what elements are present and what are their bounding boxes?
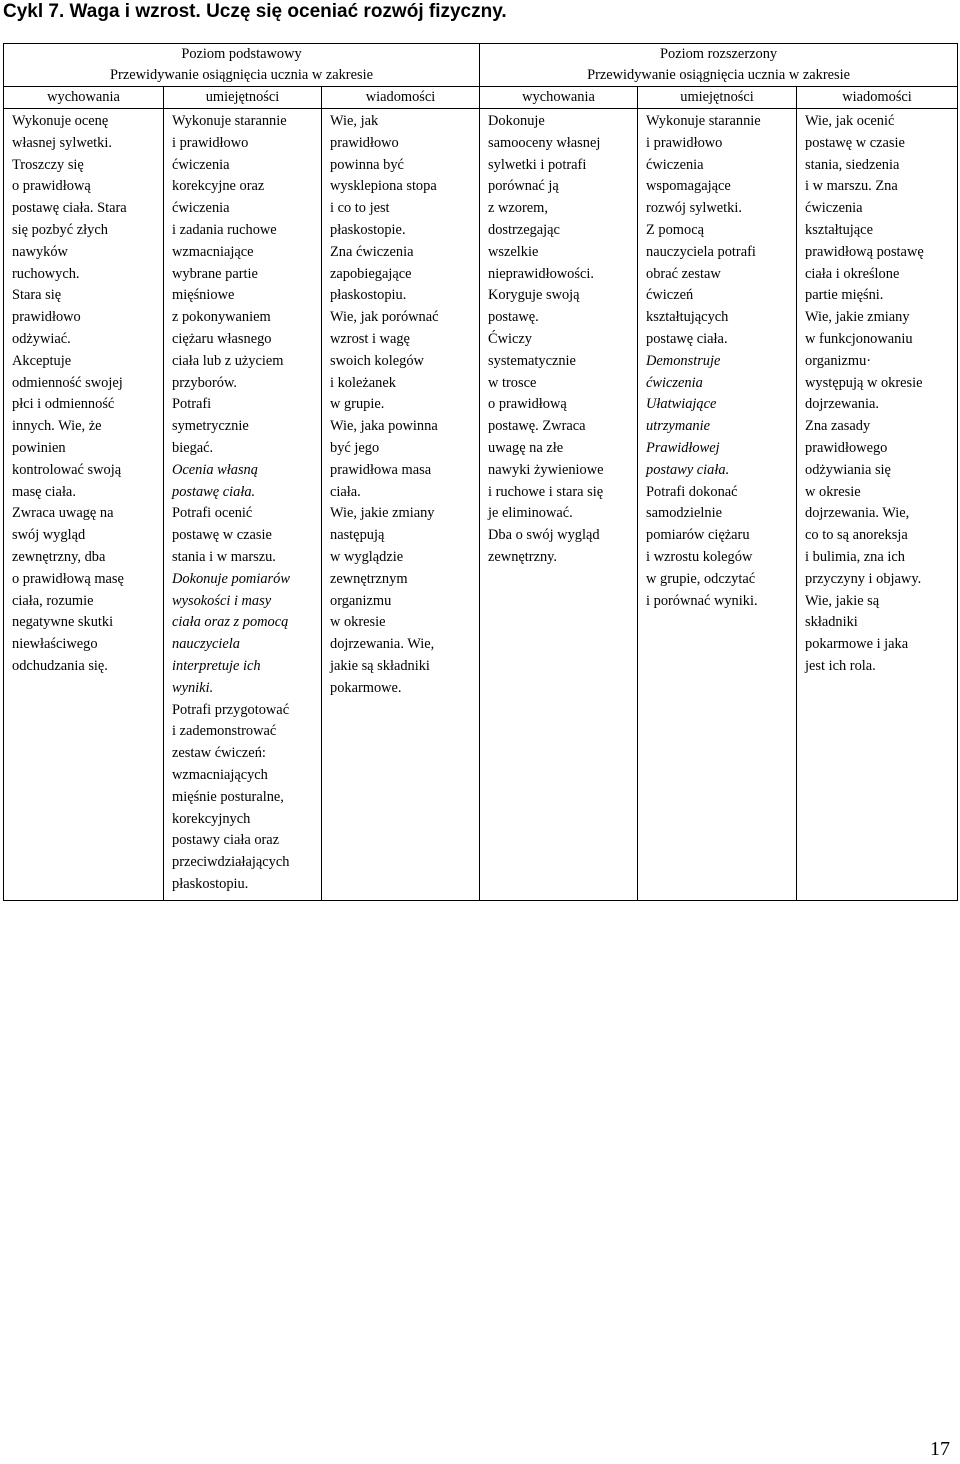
level-basic-subtitle: Przewidywanie osiągnięcia ucznia w zakresie <box>110 67 373 83</box>
column-header: wychowania <box>4 87 164 109</box>
level-basic-name: Poziom podstawowy <box>181 46 302 62</box>
column-header: wychowania <box>480 87 638 109</box>
cell-text: Wykonuje starannie i prawidłowo ćwiczenia wspomagające rozwój sylwetki. Z pomocą nauczyciela potrafi obrać zestaw ćwiczeń kształtujących postawę ciała. <box>646 113 761 347</box>
cell-text: Potrafi dokonać samodzielnie pomiarów ciężaru i wzrostu kolegów w grupie, odczytać i porównać wyniki. <box>646 483 758 609</box>
content-row <box>4 109 958 901</box>
cell-basic-wychowania: Wykonuje ocenę własnej sylwetki. Troszczy się o prawidłową postawę ciała. Stara się pozbyć złych nawyków ruchowych. Stara się prawidłowo odżywiać. Akceptuje odmienność swojej płci i odmienność innych. Wie, że powinien kontrolować swoją masę ciała. Zwraca uwagę na swój wygląd zewnętrzny, dba o prawidłową masę ciała, rozumie negatywne skutki niewłaściwego odchudzania się. <box>4 109 164 901</box>
column-header: wiadomości <box>797 87 958 109</box>
page-title: Cykl 7. Waga i wzrost. Uczę się oceniać rozwój fizyczny. <box>3 1 507 22</box>
cell-italic-text: Dokonuje pomiarów wysokości i masy ciała oraz z pomocą nauczyciela interpretuje ich wyniki. <box>172 570 290 696</box>
level-extended-header <box>480 44 958 87</box>
cell-italic-text: Demonstruje ćwiczenia Ułatwiające utrzymanie Prawidłowej postawy ciała. <box>646 352 730 478</box>
column-header: umiejętności <box>638 87 797 109</box>
cell-basic-umiejetnosci <box>164 109 322 901</box>
cell-extended-wiadomosci: Wie, jak ocenić postawę w czasie stania, siedzenia i w marszu. Zna ćwiczenia kształtujące prawidłową postawę ciała i określone partie mięśni. Wie, jakie zmiany w funkcjonowaniu organizmu· występują w okresie dojrzewania. Zna zasady prawidłowego odżywiania się w okresie dojrzewania. Wie, co to są anoreksja i bulimia, zna ich przyczyny i objawy. Wie, jakie są składniki pokarmowe i jaka jest ich rola. <box>797 109 958 901</box>
level-extended-subtitle: Przewidywanie osiągnięcia ucznia w zakresie <box>587 67 850 83</box>
cell-text: Potrafi przygotować i zademonstrować zestaw ćwiczeń: wzmacniających mięśnie posturalne, korekcyjnych postawy ciała oraz przeciwdziałających płaskostopiu. <box>172 701 290 892</box>
cell-italic-text: Ocenia własną postawę ciała. <box>172 461 258 500</box>
level-basic-header <box>4 44 480 87</box>
page-number: 17 <box>930 1438 950 1460</box>
column-header-row <box>4 87 958 109</box>
column-header: wiadomości <box>322 87 480 109</box>
level-extended-name: Poziom rozszerzony <box>660 46 778 62</box>
cell-text: Wykonuje starannie i prawidłowo ćwiczenia korekcyjne oraz ćwiczenia i zadania ruchowe wzmacniające wybrane partie mięśniowe z pokonywaniem ciężaru własnego ciała lub z użyciem przyborów. Potrafi symetrycznie biegać. <box>172 113 287 456</box>
requirements-table <box>3 43 958 901</box>
cell-basic-wiadomosci: Wie, jak prawidłowo powinna być wysklepiona stopa i co to jest płaskostopie. Zna ćwiczenia zapobiegające płaskostopiu. Wie, jak porównać wzrost i wagę swoich kolegów i koleżanek w grupie. Wie, jaka powinna być jego prawidłowa masa ciała. Wie, jakie zmiany następują w wyglądzie zewnętrznym organizmu w okresie dojrzewania. Wie, jakie są składniki pokarmowe. <box>322 109 480 901</box>
column-header: umiejętności <box>164 87 322 109</box>
cell-text: Potrafi ocenić postawę w czasie stania i w marszu. <box>172 505 276 565</box>
cell-extended-umiejetnosci <box>638 109 797 901</box>
level-row <box>4 44 958 87</box>
cell-extended-wychowania: Dokonuje samooceny własnej sylwetki i potrafi porównać ją z wzorem, dostrzegając wszelkie nieprawidłowości. Koryguje swoją postawę. Ćwiczy systematycznie w trosce o prawidłową postawę. Zwraca uwagę na złe nawyki żywieniowe i ruchowe i stara się je eliminować. Dba o swój wygląd zewnętrzny. <box>480 109 638 901</box>
